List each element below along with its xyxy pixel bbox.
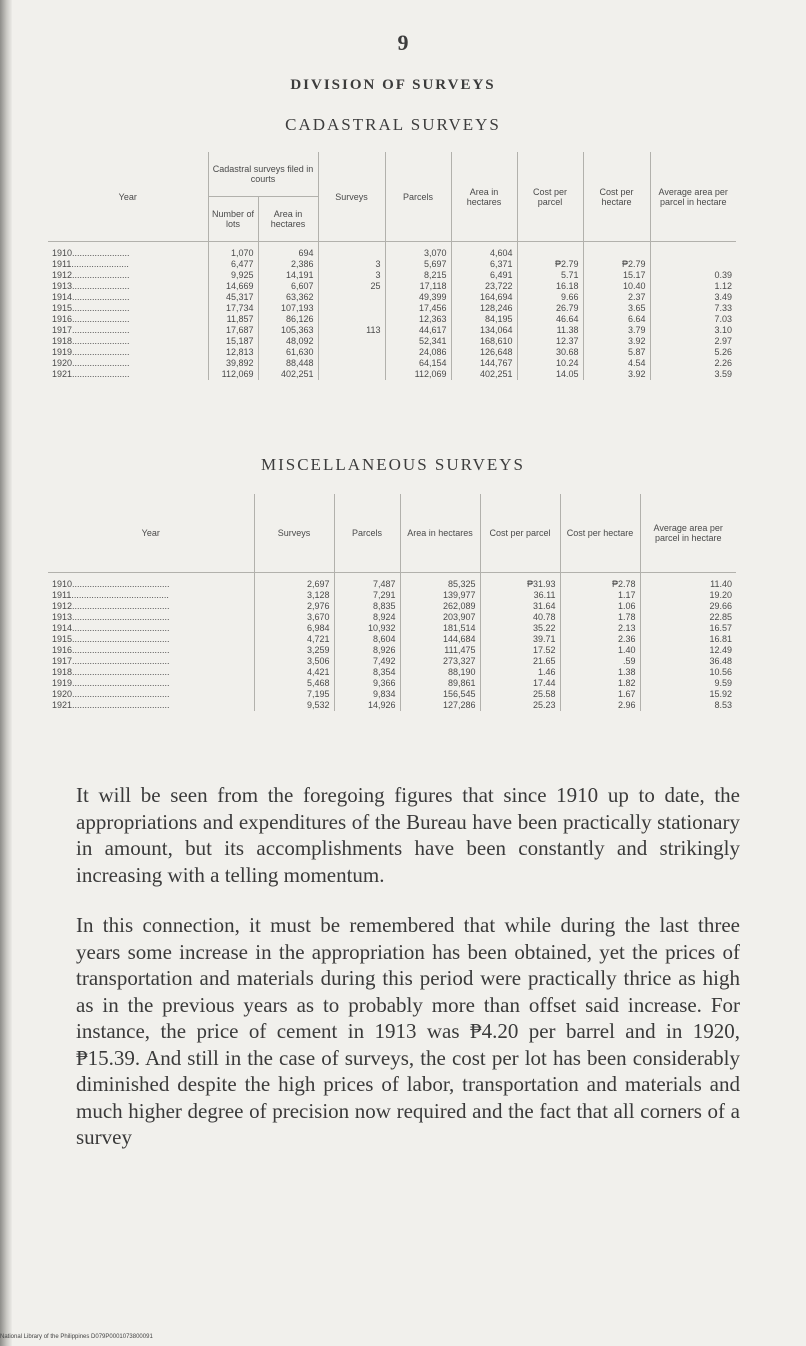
cell-surveys: 3,670 (254, 612, 334, 623)
cell-cost_parcel: 11.38 (517, 325, 583, 336)
cell-cost_hectare: 10.40 (583, 281, 650, 292)
cell-surveys: 3,506 (254, 656, 334, 667)
cell-year: 1915....................... (48, 303, 208, 314)
cell-parcels: 14,926 (334, 700, 400, 711)
cell-cost_parcel: 36.11 (480, 590, 560, 601)
cell-cost_hectare: 4.54 (583, 358, 650, 369)
cell-area: 127,286 (400, 700, 480, 711)
table-row (48, 347, 736, 358)
cell-parcels: 7,492 (334, 656, 400, 667)
cell-avg (650, 242, 736, 260)
cell-surveys (318, 314, 385, 325)
cell-avg: 11.40 (710, 579, 732, 589)
header-cost-per-parcel: Cost per parcel (517, 152, 583, 242)
cell-lot_area: 6,607 (258, 281, 318, 292)
cell-avg: 7.03 (714, 314, 732, 324)
cell-surveys: 9,532 (254, 700, 334, 711)
cell-year: 1920....................................... (48, 689, 254, 700)
miscellaneous-title: MISCELLANEOUS SURVEYS (260, 455, 526, 474)
cell-parcels: 9,366 (334, 678, 400, 689)
cell-lots: 9,925 (208, 270, 258, 281)
cell-lot_area: 14,191 (258, 270, 318, 281)
cell-area: 4,604 (451, 242, 517, 260)
cell-year: 1911....................................... (48, 590, 254, 601)
cell-surveys: 7,195 (254, 689, 334, 700)
cell-cost_parcel: 9.66 (517, 292, 583, 303)
cell-parcels: 7,487 (334, 573, 400, 591)
cell-area: 156,545 (400, 689, 480, 700)
cell-cost_parcel: 46.64 (517, 314, 583, 325)
cell-year: 1918....................... (48, 336, 208, 347)
header-cost-per-hectare: Cost per hectare (560, 494, 640, 573)
cell-cost_hectare: 2.13 (560, 623, 640, 634)
cell-cost_parcel: 26.79 (517, 303, 583, 314)
cell-avg: 9.59 (714, 678, 732, 688)
cell-cost_parcel: 16.18 (517, 281, 583, 292)
cell-lots: 112,069 (208, 369, 258, 380)
header-cost-per-parcel: Cost per parcel (480, 494, 560, 573)
cell-parcels: 8,835 (334, 601, 400, 612)
cell-cost_hectare: 1.17 (560, 590, 640, 601)
scan-footer: National Library of the Philippines D079P0001073800091 (0, 1334, 153, 1340)
table-row (48, 369, 736, 380)
cell-area: 144,684 (400, 634, 480, 645)
cell-area: 6,491 (451, 270, 517, 281)
cell-surveys (318, 303, 385, 314)
cell-cost_parcel: 25.23 (480, 700, 560, 711)
header-year: Year (48, 494, 254, 573)
cell-avg: 29.66 (709, 601, 732, 611)
table-row (48, 612, 736, 623)
cell-cost_hectare: .59 (560, 656, 640, 667)
cell-lots: 12,813 (208, 347, 258, 358)
cell-surveys: 25 (318, 281, 385, 292)
table-row (48, 700, 736, 711)
table-row (48, 270, 736, 281)
cell-parcels: 3,070 (385, 242, 451, 260)
table-row (48, 689, 736, 700)
cell-cost_hectare (583, 242, 650, 260)
header-parcels: Parcels (385, 152, 451, 242)
cell-avg: 22.85 (709, 612, 732, 622)
cadastral-surveys-table (48, 152, 736, 380)
table-row (48, 656, 736, 667)
cell-year: 1913....................................... (48, 612, 254, 623)
table-row (48, 259, 736, 270)
table-row (48, 623, 736, 634)
cell-surveys (318, 347, 385, 358)
cell-surveys (318, 292, 385, 303)
cell-surveys: 3 (318, 259, 385, 270)
cell-avg: 15.92 (709, 689, 732, 699)
cell-avg: 12.49 (709, 645, 732, 655)
cell-cost_parcel: 1.46 (480, 667, 560, 678)
cell-year: 1910....................... (48, 242, 208, 260)
cell-cost_hectare: 2.96 (560, 700, 640, 711)
cell-year: 1916....................... (48, 314, 208, 325)
cell-lot_area: 63,362 (258, 292, 318, 303)
cell-year: 1914....................... (48, 292, 208, 303)
cell-year: 1921....................................... (48, 700, 254, 711)
cell-avg: 16.81 (709, 634, 732, 644)
cell-area: 85,325 (400, 573, 480, 591)
cell-cost_hectare: 3.92 (583, 369, 650, 380)
cell-surveys: 113 (318, 325, 385, 336)
cell-avg: 8.53 (714, 700, 732, 710)
cell-area: 139,977 (400, 590, 480, 601)
cell-avg: 2.97 (714, 336, 732, 346)
cell-avg: 19.20 (709, 590, 732, 600)
cell-lots: 14,669 (208, 281, 258, 292)
cell-avg: 3.10 (714, 325, 732, 335)
cell-parcels: 9,834 (334, 689, 400, 700)
cell-parcels: 8,924 (334, 612, 400, 623)
cell-surveys: 3 (318, 270, 385, 281)
cell-cost_parcel: 30.68 (517, 347, 583, 358)
table-row (48, 590, 736, 601)
cell-parcels: 64,154 (385, 358, 451, 369)
cell-area: 144,767 (451, 358, 517, 369)
table-row (48, 678, 736, 689)
cell-cost_parcel: 21.65 (480, 656, 560, 667)
cell-parcels: 8,926 (334, 645, 400, 656)
cell-avg: 7.33 (714, 303, 732, 313)
cell-surveys: 3,128 (254, 590, 334, 601)
cell-cost_hectare: 15.17 (583, 270, 650, 281)
cell-area: 128,246 (451, 303, 517, 314)
cell-parcels: 17,118 (385, 281, 451, 292)
table-row (48, 634, 736, 645)
table-row (48, 242, 736, 260)
cell-cost_hectare: 6.64 (583, 314, 650, 325)
cell-lot_area: 88,448 (258, 358, 318, 369)
cell-cost_parcel: ₱2.79 (517, 259, 583, 270)
cell-parcels: 10,932 (334, 623, 400, 634)
cell-cost_hectare: 3.92 (583, 336, 650, 347)
miscellaneous-surveys-table (48, 494, 736, 711)
cell-parcels: 7,291 (334, 590, 400, 601)
cell-surveys (318, 369, 385, 380)
cell-cost_parcel: 25.58 (480, 689, 560, 700)
table-row (48, 601, 736, 612)
table-row (48, 573, 736, 591)
header-area: Area in hectares (451, 152, 517, 242)
cell-surveys: 5,468 (254, 678, 334, 689)
cell-avg (650, 259, 736, 270)
table-row (48, 281, 736, 292)
cell-cost_parcel: 14.05 (517, 369, 583, 380)
cell-avg: 36.48 (709, 656, 732, 666)
cell-lot_area: 107,193 (258, 303, 318, 314)
cell-avg: 16.57 (709, 623, 732, 633)
cell-year: 1917....................... (48, 325, 208, 336)
cell-lots: 1,070 (208, 242, 258, 260)
cell-cost_hectare: 3.79 (583, 325, 650, 336)
cell-cost_parcel: 17.44 (480, 678, 560, 689)
table-row (48, 336, 736, 347)
table-row (48, 314, 736, 325)
header-area: Area in hectares (400, 494, 480, 573)
cell-year: 1920....................... (48, 358, 208, 369)
cell-area: 126,648 (451, 347, 517, 358)
cell-cost_hectare: 1.40 (560, 645, 640, 656)
cell-cost_parcel: 35.22 (480, 623, 560, 634)
cell-area: 134,064 (451, 325, 517, 336)
cell-area: 88,190 (400, 667, 480, 678)
cadastral-title: CADASTRAL SURVEYS (285, 115, 501, 134)
cell-surveys: 4,721 (254, 634, 334, 645)
cell-parcels: 112,069 (385, 369, 451, 380)
cell-area: 111,475 (400, 645, 480, 656)
cell-surveys: 3,259 (254, 645, 334, 656)
cell-cost_parcel: 5.71 (517, 270, 583, 281)
cell-area: 23,722 (451, 281, 517, 292)
cell-parcels: 8,354 (334, 667, 400, 678)
division-title: DIVISION OF SURVEYS (290, 77, 496, 93)
table-row (48, 358, 736, 369)
cell-cost_hectare: 3.65 (583, 303, 650, 314)
cell-parcels: 49,399 (385, 292, 451, 303)
cell-lot_area: 86,126 (258, 314, 318, 325)
cell-avg: 2.26 (714, 358, 732, 368)
cell-surveys: 2,976 (254, 601, 334, 612)
cell-lots: 17,734 (208, 303, 258, 314)
cell-cost_hectare: 2.36 (560, 634, 640, 645)
cell-cost_parcel: 12.37 (517, 336, 583, 347)
cell-lots: 45,317 (208, 292, 258, 303)
cell-area: 6,371 (451, 259, 517, 270)
cell-cost_hectare: 5.87 (583, 347, 650, 358)
cell-area: 273,327 (400, 656, 480, 667)
cell-lots: 17,687 (208, 325, 258, 336)
table-row (48, 325, 736, 336)
cell-area: 164,694 (451, 292, 517, 303)
cell-lots: 15,187 (208, 336, 258, 347)
table-row (48, 292, 736, 303)
cell-year: 1911....................... (48, 259, 208, 270)
cell-year: 1912....................................... (48, 601, 254, 612)
cell-lots: 11,857 (208, 314, 258, 325)
header-surveys: Surveys (254, 494, 334, 573)
header-cadastral-filed: Cadastral surveys filed in courts (208, 152, 318, 197)
cell-cost_parcel: 31.64 (480, 601, 560, 612)
paragraph-1: It will be seen from the foregoing figures that since 1910 up to date, the appropriations and expenditures of the Bureau have been practically stationary in amount, but its accomplishments have been constantly and strikingly increasing with a telling momentum. (76, 783, 740, 887)
header-average-area: Average area per parcel in hectare (640, 494, 736, 573)
cell-parcels: 52,341 (385, 336, 451, 347)
header-lot-area: Area in hectares (258, 197, 318, 242)
header-cost-per-hectare: Cost per hectare (583, 152, 650, 242)
cell-parcels: 8,604 (334, 634, 400, 645)
cell-lot_area: 61,630 (258, 347, 318, 358)
page-number: 9 (397, 30, 409, 55)
cell-year: 1912....................... (48, 270, 208, 281)
cell-surveys (318, 242, 385, 260)
cell-lots: 39,892 (208, 358, 258, 369)
cell-year: 1914....................................... (48, 623, 254, 634)
cell-cost_parcel: 40.78 (480, 612, 560, 623)
cell-cost_hectare: 1.67 (560, 689, 640, 700)
header-surveys: Surveys (318, 152, 385, 242)
cell-lots: 6,477 (208, 259, 258, 270)
cell-surveys: 6,984 (254, 623, 334, 634)
cell-avg: 10.56 (709, 667, 732, 677)
cell-area: 89,861 (400, 678, 480, 689)
cell-cost_hectare: 2.37 (583, 292, 650, 303)
cell-lot_area: 694 (258, 242, 318, 260)
cell-area: 402,251 (451, 369, 517, 380)
cell-surveys: 4,421 (254, 667, 334, 678)
cell-cost_parcel (517, 242, 583, 260)
header-year: Year (48, 152, 208, 242)
cell-year: 1916....................................... (48, 645, 254, 656)
table-row (48, 667, 736, 678)
cell-parcels: 8,215 (385, 270, 451, 281)
cell-cost_hectare: ₱2.79 (583, 259, 650, 270)
cell-cost_hectare: 1.06 (560, 601, 640, 612)
cell-cost_parcel: ₱31.93 (480, 573, 560, 591)
cell-parcels: 44,617 (385, 325, 451, 336)
cell-year: 1919....................... (48, 347, 208, 358)
cell-surveys (318, 358, 385, 369)
cell-area: 84,195 (451, 314, 517, 325)
cell-parcels: 12,363 (385, 314, 451, 325)
cell-year: 1921....................... (48, 369, 208, 380)
cell-avg: 3.59 (714, 369, 732, 379)
cell-cost_hectare: ₱2.78 (560, 573, 640, 591)
cell-area: 203,907 (400, 612, 480, 623)
cell-parcels: 5,697 (385, 259, 451, 270)
header-number-of-lots: Number of lots (208, 197, 258, 242)
cell-cost_hectare: 1.78 (560, 612, 640, 623)
cell-parcels: 24,086 (385, 347, 451, 358)
cell-year: 1918....................................... (48, 667, 254, 678)
cell-surveys (318, 336, 385, 347)
cell-lot_area: 105,363 (258, 325, 318, 336)
cell-cost_hectare: 1.38 (560, 667, 640, 678)
cell-year: 1917....................................... (48, 656, 254, 667)
cell-surveys: 2,697 (254, 573, 334, 591)
cell-year: 1919....................................... (48, 678, 254, 689)
cell-cost_parcel: 17.52 (480, 645, 560, 656)
cell-lot_area: 2,386 (258, 259, 318, 270)
cell-avg: 3.49 (714, 292, 732, 302)
cell-lot_area: 48,092 (258, 336, 318, 347)
cell-year: 1915....................................... (48, 634, 254, 645)
table-row (48, 303, 736, 314)
cell-area: 262,089 (400, 601, 480, 612)
cell-area: 181,514 (400, 623, 480, 634)
cell-avg: 0.39 (714, 270, 732, 280)
cell-year: 1910....................................... (48, 573, 254, 591)
cell-area: 168,610 (451, 336, 517, 347)
cell-year: 1913....................... (48, 281, 208, 292)
header-parcels: Parcels (334, 494, 400, 573)
cell-cost_parcel: 39.71 (480, 634, 560, 645)
cell-cost_hectare: 1.82 (560, 678, 640, 689)
cell-avg: 5.26 (714, 347, 732, 357)
cell-parcels: 17,456 (385, 303, 451, 314)
cell-avg: 1.12 (714, 281, 732, 291)
paragraph-2: In this connection, it must be remembered that while during the last three years some increase in the appropriation has been obtained, yet the prices of transportation and materials during this period were practically thrice as high as in the previous years as to probably more than offset said increase. For instance, the price of cement in 1913 was ₱4.20 per barrel and in 1920, ₱15.39. And still in the case of surveys, the cost per lot has been considerably diminished despite the high prices of labor, transportation and materials and much higher degree of precision now required and the fact that all corners of a survey (76, 913, 740, 1149)
header-average-area: Average area per parcel in hectare (650, 152, 736, 242)
table-row (48, 645, 736, 656)
cell-cost_parcel: 10.24 (517, 358, 583, 369)
cell-lot_area: 402,251 (258, 369, 318, 380)
